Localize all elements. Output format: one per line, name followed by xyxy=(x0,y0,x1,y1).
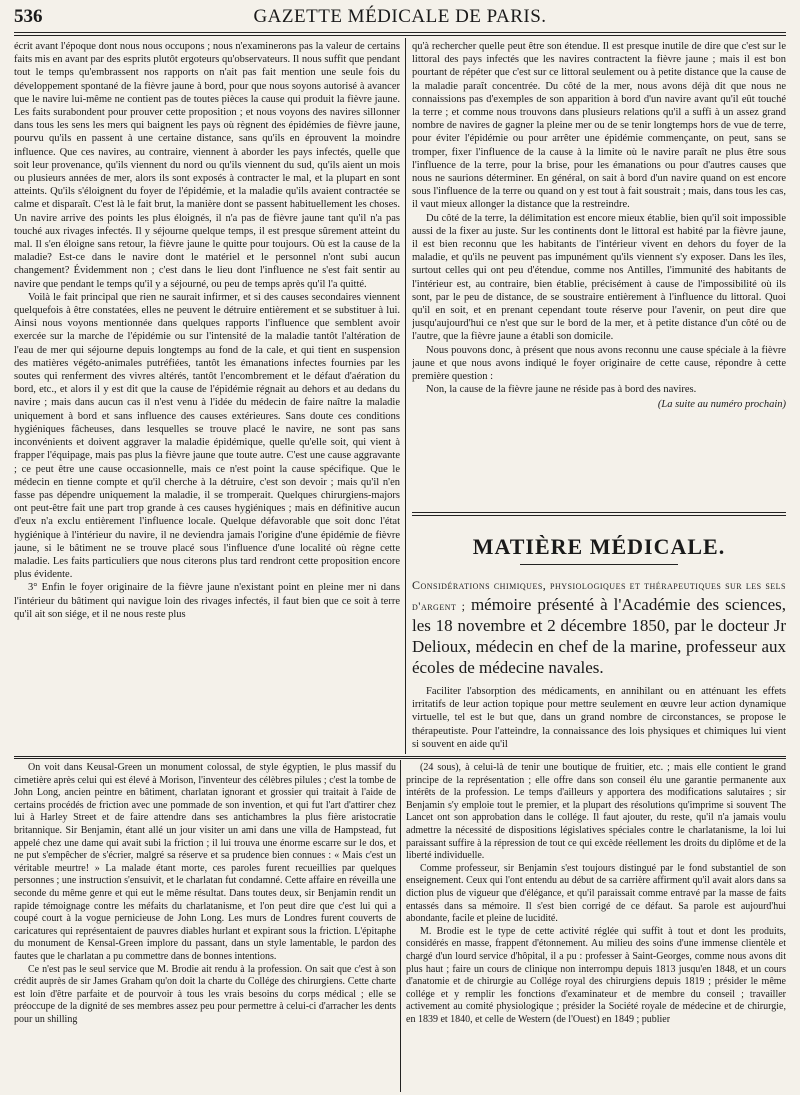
paragraph: Nous pouvons donc, à présent que nous avons reconnu une cause spéciale à la fièvre jaune et que nous avons indiqué le foyer originaire de cette cause, répondre à cette première question : xyxy=(412,344,786,383)
paragraph: On voit dans Keusal-Green un monument colossal, de style égyptien, le plus massif du cimetière après celui qui est élevé à Morison, l'inventeur des célèbres pilules ; c'est la tombe de John Long, ancien peintre en bâtiment, charlatan ignorant et grossier qui traitait à l'aide de certains procédés de friction avec une pommade de son invention, et qui fut l'art d'attirer chez lui à Harley Street et de faire attendre dans ses antichambres la plus fière aristocratie britannique. Sir Benjamin, étant allé un jour visiter un ami dans une villa de Hampstead, fut appelé chez une dame qui avait subi la friction ; il lui trouva une énorme escarre sur le dos, et ne put s'empêcher de s'écrier, malgré sa réserve et sa prudence bien connues : « Mais c'est un véritable meurtre! » La malade étant morte, ces paroles furent recueillies par quelques personnes ; une instruction s'ensuivit, et le charlatan fut condamné. Cette affaire en réveilla une seconde du même genre et qui eut le même résultat. Dans toutes deux, sir Benjamin rendit un rapide témoignage contre les méfaits du charlatanisme, et l'on peut dire que c'est lui qui a coupé court à la vogue pernicieuse de John Long. Les murs de Londres furent couverts de caricatures qui représentaient de pauvres diables hurlant et expirant sous la friction. L'épitaphe du monument de Kensal-Green implore du passant, dans un style lamentable, le pardon des fautes que le charlatan a pu commettre dans de bonnes intentions. xyxy=(14,762,396,962)
page-header xyxy=(14,6,786,28)
article-title-rest: mémoire présenté à l'Académie des sciences, les 18 novembre et 2 décembre 1850, par le docteur Jr Delioux, médecin en chef de la marine, professeur aux écoles de médecine navales. xyxy=(412,595,787,677)
paragraph: (24 sous), à celui-là de tenir une boutique de fruitier, etc. ; mais elle contient le grand principe de la représentation ; elle offre dans son conseil élu une garantie permanente aux intérêts de la profession. Le temps d'ailleurs y apportera des modifications salutaires ; sir Benjamin s'y emploie tout le premier, et la plupart des résolutions qu'imprime si souvent The Lancet ont son approbation dans le collége. Il faut ajouter, du reste, qu'il n'a jamais voulu admettre la nécessité de dispositions législatives spéciales contre le charlatanisme, la loi lui paraissant suffire à la répression de tout ce qui excède réellement les droits du diplôme et de la liberté individuelle. xyxy=(406,762,786,862)
page-number: 536 xyxy=(14,6,43,27)
feuilleton-rule-2 xyxy=(14,758,786,759)
header-rule-2 xyxy=(14,35,786,36)
section-heading: MATIÈRE MÉDICALE. xyxy=(472,534,726,559)
paragraph: Faciliter l'absorption des médicaments, en annihilant ou en atténuant les effets irritatifs de leur action topique pour mettre seulement en œuvre leur action dynamique virtuelle, tel est le but que, dans un grand nombre de circonstances, se propose le thérapeutiste. Pour l'atteindre, la connaissance des lois physiques et chimiques lui vient si souvent en aide qu'il xyxy=(412,686,786,750)
feuilleton-rule xyxy=(14,756,786,757)
paragraph: Comme professeur, sir Benjamin s'est toujours distingué par le fond substantiel de son enseignement. Ceux qui l'ont entendu au début de sa carrière affirment qu'il avait alors dans sa diction plus de vigueur que d'élégance, et qu'il paraissait comme entravé par la masse de faits entassés dans sa mémoire. Il s'est bien corrigé de ce défaut. Sa parole est aujourd'hui abondante, facile et pleine de lucidité. xyxy=(406,862,786,925)
article-title xyxy=(412,575,786,679)
section-rule-top-2 xyxy=(412,515,786,516)
paragraph: Du côté de la terre, la délimitation est encore mieux établie, bien qu'il soit impossible aussi de la fixer au juste. Sur les continents dont le littoral est habité par la fièvre jaune, il est bien reconnu que les habitants de l'intérieur vivent en dehors du foyer de la maladie, et qu'ils ne peuvent pas impunément qu'ils viennent s'y exposer. Dans les îles, surtout celles qui ont peu d'étendue, comme nos Antilles, l'immunité des habitants de l'intérieur est, au contraire, bien établie, précisément à cause de l'impossibilité où ils sont, par le peu de distance, de se soustraire entièrement à l'influence du littoral. Quoi qu'il en soit, et en prenant cependant toute réserve pour l'avenir, on peut dire que jusqu'aujourd'hui ce n'est que sur le bord de la mer, et à petite distance d'un côté ou de l'autre, que la fièvre jaune a établi son domicile. xyxy=(412,212,786,343)
header-rule xyxy=(14,32,786,33)
feuilleton-right-column xyxy=(406,762,786,1092)
section-rule-top xyxy=(412,512,786,513)
paragraph: 3° Enfin le foyer originaire de la fièvre jaune n'existant point en pleine mer ni dans l'intérieur du bâtiment qui navigue loin des rivages infectés, il faut bien que ce soit à terre qu'il ait son siége, et il ne nous reste plus xyxy=(14,582,400,620)
journal-title: GAZETTE MÉDICALE DE PARIS. xyxy=(253,6,547,27)
continuation-note: (La suite au numéro prochain) xyxy=(657,399,786,411)
feuilleton-left-column xyxy=(14,762,396,1092)
paragraph: écrit avant l'époque dont nous nous occupons ; nous n'examinerons pas la valeur de certains faits mis en avant par des esprits plutôt ergoteurs qu'observateurs. Il nous suffit que pendant tout le temps qu'embrassent nos rapports on n'ait pas fait mention une seule fois du développement spontané de la fièvre jaune à bord, pour que nous soyons autorisé à avancer que le navire lui-même ne contient pas de toutes pièces la cause qui produit la fièvre jaune. Les faits surabondent pour prouver cette proposition ; et nous voyons des navires sillonner dans tous les sens les mers qui baignent les pays où règnent des épidémies de fièvre jaune, pourvu qu'ils en passent à une certaine distance, sans qu'ils en éprouvent la moindre influence. Que ces navires, au contraire, viennent à aborder les pays infectés, quelle que soit leur provenance, qu'ils viennent du nord ou qu'ils viennent du sud, qu'ils aient un mois ou plusieurs années de mer, alors ils sont exposés à contracter le mal, et la plupart en sont atteints. Qu'ils s'éloignent du foyer de l'épidémie, et la maladie qu'ils avaient contractée se calme et disparaît. C'est là le fait brut, la manière dont se passent habituellement les choses. Un navire arrive des points les plus éloignés, il n'a pas de fièvre jaune tant qu'il n'a pas touché aux rivages infectés. Il y séjourne quelque temps, il est presque sûrement atteint du mal. Il s'en éloigne sans retour, la fièvre jaune le quitte pour toujours. Où est la cause de la maladie? Est-ce dans le navire dont le matériel et le personnel n'ont subi aucun changement? Évidemment non ; c'est dans le lieu dont l'influence ne s'est fait sentir au navire que pendant le temps qu'il y a séjourné, ou peu de temps après qu'il l'a quitté. xyxy=(14,41,400,290)
section-underline xyxy=(520,564,678,565)
left-column xyxy=(14,40,400,752)
paragraph: M. Brodie est le type de cette activité réglée qui suffit à tout et dont les produits, considérés en masse, frappent d'étonnement. Au milieu des soins d'une immense clientèle et chargé d'un lourd service d'hôpital, il a pu : professer à Saint-Georges, comme nous avons dit plus haut ; faire un cours de clinique non interrompu depuis 1813 jusqu'en 1848, et un cours d'anatomie et de chirurgie au Collége royal des chirurgiens depuis 1819 ; présider le même collége et y remplir les fonctions d'examinateur et de membre du conseil ; travailler activement au comité physiologique ; présider la Société royale de médecine et de chirurgie, en 1839 et 1840, et celle de Western (de l'Ouest) en 1849 ; publier xyxy=(406,925,786,1025)
paragraph: Voilà le fait principal que rien ne saurait infirmer, et si des causes secondaires viennent quelquefois à être constatées, elles ne peuvent le détruire entièrement et se substituer à lui. Ainsi nous voyons mentionnée dans quelques rapports l'influence que semblent avoir exercée sur la marche de l'épidémie ou sur l'intensité de la maladie tantôt l'altération de l'eau de mer qui séjourne depuis longtemps au fond de la cale, et qui tient en suspension des matières végéto-animales putréfiées, tantôt les émanations infectes fournies par les soutes qui renferment des vivres altérés, tantôt l'encombrement et le défaut d'aération du bord, etc., et alors il y est dit que la cause de l'épidémie régnait au dehors et au dedans du navire ; mais dans aucun cas il n'est venu à l'idée du médecin de faire naître la maladie uniquement à bord et sans influence des causes extérieures. Sans doute ces conditions hygiéniques fâcheuses, dans lesquelles se trouve placé le navire, ne sont pas sans inconvénients et doivent aggraver la maladie épidémique, quelle qu'elle soit, qui vient à frapper l'équipage, mais pas plus la fièvre jaune que toute autre. C'est une cause aggravante ; ce peut être une cause occasionnelle, mais ce n'est point la cause spécifique. Que le médecin en tienne compte et qu'il cherche à la détruire, c'est son devoir ; mais qu'il n'en fasse pas dépendre uniquement la maladie, il se tromperait. Quelques chirurgiens-majors ont peut-être fait une part trop grande à ces causes hygiéniques ; mais en définitive aucun d'eux n'a exclu entièrement l'influence locale. Quelque défavorable que soit donc l'état hygiénique à l'intérieur du navire, il ne deviendra jamais l'origine d'une épidémie de fièvre jaune, si le bâtiment ne se trouve placé sous l'influence d'une localité où règne cette maladie. Les faits particuliers que nous citerons plus tard rendront cette proposition encore plus évidente. xyxy=(14,291,400,581)
feuilleton-divider xyxy=(400,760,401,1092)
paragraph: Ce n'est pas le seul service que M. Brodie ait rendu à la profession. On sait que c'est à son crédit auprès de sir James Graham qu'on doit la charte du Collége des chirurgiens. Cette charte est loin d'être parfaite et de pourvoir à tous les vrais besoins du corps médical ; elle se préoccupe de la dignité de ses membres assez peu pour permettre à celui-ci d'arracher les dents pour un shilling xyxy=(14,963,396,1025)
right-column xyxy=(412,40,786,500)
article-body xyxy=(412,685,786,753)
column-divider xyxy=(405,38,406,754)
article-title-smallcaps: Considérations chimiques, physiologiques et thérapeutiques sur les sels d'argent ; xyxy=(412,578,786,613)
paragraph: qu'à rechercher quelle peut être son étendue. Il est presque inutile de dire que c'est sur le littoral des pays infectés que les navires contractent la fièvre jaune ; mais il est bon pourtant de répéter que c'est sur ce littoral seulement ou à petite distance que la cause de la maladie paraît concentrée. Du côté de la mer, nous avons déjà dit que nous ne connaissions pas d'exemples de son apparition à bord d'un navire avant qu'il eût touché la terre ; et comme nous trouvons dans plusieurs relations qu'il a suffi à un assez grand nombre de navires de gagner la pleine mer ou de se tenir longtemps hors de vue de terre, pour éviter l'épidémie ou pour arrêter une épidémie commençante, on peut, sans se tromper, fixer l'influence de la cause à la limite où le navire paraît ne plus être sous l'influence de la terre, pour la brise, pour les émanations ou pour d'autres causes que nous ne saurions déterminer. En général, on sait à bord d'un navire quand on est encore sous l'influence de la terre ou quand on y est tout à fait soustrait ; mais, dans tous les cas, il vaut mieux allonger la distance que la restreindre. xyxy=(412,41,786,211)
paragraph: Non, la cause de la fièvre jaune ne réside pas à bord des navires. xyxy=(426,384,697,396)
